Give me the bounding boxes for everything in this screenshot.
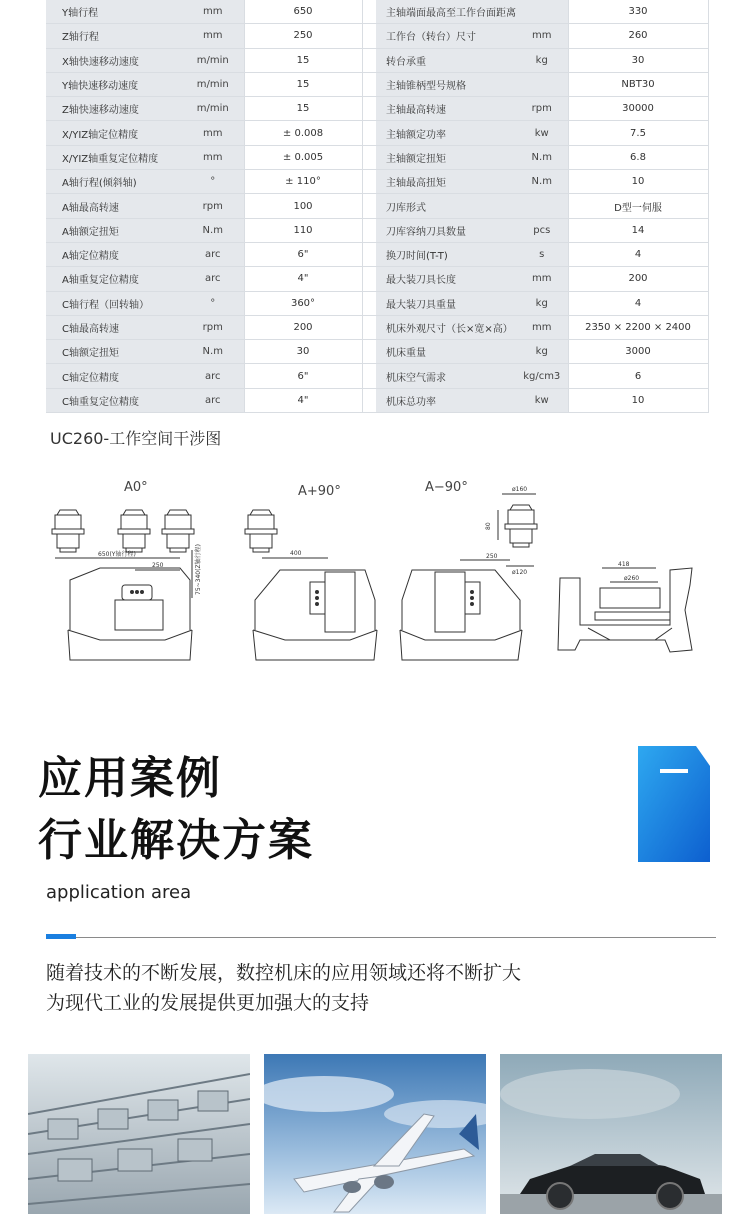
- spec-value: 10: [568, 388, 708, 412]
- document-icon: [638, 746, 710, 862]
- spec-name: A轴最高转速: [46, 194, 182, 218]
- dim-260: ø260: [624, 575, 640, 582]
- spec-row: [46, 145, 708, 169]
- spec-value: ± 0.008: [244, 121, 362, 145]
- spec-name: 工作台（转台）尺寸: [376, 24, 516, 48]
- spec-value: ± 0.005: [244, 145, 362, 169]
- label-a0: A0°: [124, 480, 148, 495]
- spec-value: 7.5: [568, 121, 708, 145]
- spec-unit: N.m: [182, 340, 244, 364]
- spec-name: 主轴锥柄型号规格: [376, 72, 516, 96]
- spec-unit: mm: [516, 315, 568, 339]
- spec-value: 650: [244, 0, 362, 24]
- spec-gap: [362, 364, 376, 388]
- spindle-head-2: [118, 510, 150, 552]
- dim-250-b: 250: [486, 553, 498, 560]
- dim-160: ø160: [512, 486, 528, 493]
- spec-row: [46, 267, 708, 291]
- spec-value: 3000: [568, 340, 708, 364]
- spec-unit: [516, 72, 568, 96]
- spec-row: [46, 315, 708, 339]
- spec-name: A轴定位精度: [46, 242, 182, 266]
- spec-name: 刀库形式: [376, 194, 516, 218]
- spec-value: 15: [244, 97, 362, 121]
- spec-name: C轴定位精度: [46, 364, 182, 388]
- spec-name: 机床外观尺寸（长×宽×高）: [376, 315, 516, 339]
- spindle-head-1: [52, 510, 84, 552]
- spec-name: X/YIZ轴重复定位精度: [46, 145, 182, 169]
- diagram-title: UC260-工作空间干涉图: [50, 429, 222, 448]
- spec-name: Y轴快速移动速度: [46, 72, 182, 96]
- spec-value: D型一伺服: [568, 194, 708, 218]
- spec-value: 250: [244, 24, 362, 48]
- spec-unit: arc: [182, 242, 244, 266]
- spec-gap: [362, 218, 376, 242]
- spec-gap: [362, 121, 376, 145]
- spec-name: 主轴额定扭矩: [376, 145, 516, 169]
- spec-row: [46, 170, 708, 194]
- spec-unit: N.m: [516, 170, 568, 194]
- spec-row: [46, 97, 708, 121]
- spindle-head-3: [162, 510, 194, 552]
- spec-unit: arc: [182, 364, 244, 388]
- spec-gap: [362, 267, 376, 291]
- spec-name: 主轴最高转速: [376, 97, 516, 121]
- spec-unit: mm: [182, 24, 244, 48]
- spec-unit: m/min: [182, 97, 244, 121]
- spec-unit: mm: [182, 121, 244, 145]
- spec-unit: rpm: [182, 194, 244, 218]
- spec-value: 6": [244, 364, 362, 388]
- spec-row: [46, 340, 708, 364]
- spec-unit: [516, 194, 568, 218]
- spec-unit: N.m: [516, 145, 568, 169]
- spec-unit: kw: [516, 388, 568, 412]
- spec-row: [46, 388, 708, 412]
- divider-accent: [46, 934, 76, 939]
- spec-gap: [362, 170, 376, 194]
- spec-name: X轴快速移动速度: [46, 48, 182, 72]
- dim-418: 418: [618, 561, 630, 568]
- spec-name: C轴额定扭矩: [46, 340, 182, 364]
- spec-unit: pcs: [516, 218, 568, 242]
- section-description: [46, 958, 706, 1018]
- spec-value: 200: [568, 267, 708, 291]
- spec-unit: kw: [516, 121, 568, 145]
- spec-gap: [362, 242, 376, 266]
- spec-gap: [362, 24, 376, 48]
- spec-name: 换刀时间(T-T): [376, 242, 516, 266]
- spec-gap: [362, 291, 376, 315]
- section-title-line2: 行业解决方案: [38, 815, 314, 866]
- diagram-drawing: [40, 470, 710, 670]
- spec-value: 30: [568, 48, 708, 72]
- spec-value: 2350 × 2200 × 2400: [568, 315, 708, 339]
- description-line-1: 随着技术的不断发展，数控机床的应用领域还将不断扩大: [46, 962, 522, 984]
- spec-value: NBT30: [568, 72, 708, 96]
- spec-name: C轴重复定位精度: [46, 388, 182, 412]
- spec-name: 最大装刀具重量: [376, 291, 516, 315]
- spec-gap: [362, 0, 376, 24]
- spec-row: [46, 291, 708, 315]
- spec-unit: kg: [516, 340, 568, 364]
- spec-unit: kg: [516, 291, 568, 315]
- spec-gap: [362, 388, 376, 412]
- spec-value: 110: [244, 218, 362, 242]
- spec-table: [46, 0, 709, 413]
- spec-row: [46, 72, 708, 96]
- spindle-head-5: [505, 505, 537, 547]
- spec-unit: kg: [516, 48, 568, 72]
- section-subtitle: application area: [46, 882, 192, 903]
- spec-unit: arc: [182, 267, 244, 291]
- spec-unit: °: [182, 291, 244, 315]
- spec-value: 30: [244, 340, 362, 364]
- spec-value: 14: [568, 218, 708, 242]
- section-title-line1: 应用案例: [38, 753, 222, 804]
- spec-value: 4": [244, 388, 362, 412]
- spec-unit: rpm: [182, 315, 244, 339]
- spec-value: 15: [244, 48, 362, 72]
- spec-value: 360°: [244, 291, 362, 315]
- spec-name: 主轴端面最高至工作台面距离: [376, 0, 516, 24]
- spec-name: A轴重复定位精度: [46, 267, 182, 291]
- spec-table-body: [46, 0, 708, 413]
- spec-value: 30000: [568, 97, 708, 121]
- dim-650: 650(Y轴行程): [98, 551, 136, 558]
- spec-name: A轴行程(倾斜轴): [46, 170, 182, 194]
- spec-value: 15: [244, 72, 362, 96]
- spec-value: 10: [568, 170, 708, 194]
- spindle-head-4: [245, 510, 277, 552]
- dim-250-a: 250: [152, 562, 164, 569]
- spec-unit: arc: [182, 388, 244, 412]
- spec-unit: mm: [516, 267, 568, 291]
- spec-unit: rpm: [516, 97, 568, 121]
- spec-unit: s: [516, 242, 568, 266]
- spec-unit: °: [182, 170, 244, 194]
- spec-value: 4": [244, 267, 362, 291]
- spec-value: ± 110°: [244, 170, 362, 194]
- divider-line: [46, 937, 716, 938]
- dim-80: 80: [485, 522, 492, 530]
- spec-unit: [516, 0, 568, 24]
- spec-gap: [362, 97, 376, 121]
- spec-name: Y轴行程: [46, 0, 182, 24]
- spec-value: 330: [568, 0, 708, 24]
- spec-name: A轴额定扭矩: [46, 218, 182, 242]
- dim-120: ø120: [512, 569, 528, 576]
- dim-75-340: 75~340(Z轴行程): [195, 544, 202, 595]
- spec-value: 6.8: [568, 145, 708, 169]
- spec-name: X/YIZ轴定位精度: [46, 121, 182, 145]
- spec-value: 260: [568, 24, 708, 48]
- label-a-minus-90: A−90°: [425, 480, 468, 495]
- spec-unit: mm: [516, 24, 568, 48]
- spec-row: [46, 48, 708, 72]
- spec-unit: N.m: [182, 218, 244, 242]
- dim-400: 400: [290, 550, 302, 557]
- spec-gap: [362, 194, 376, 218]
- spec-name: 机床总功率: [376, 388, 516, 412]
- spec-name: 转台承重: [376, 48, 516, 72]
- spec-value: 4: [568, 291, 708, 315]
- spec-row: [46, 0, 708, 24]
- spec-value: 4: [568, 242, 708, 266]
- spec-gap: [362, 145, 376, 169]
- spec-unit: mm: [182, 145, 244, 169]
- spec-row: [46, 364, 708, 388]
- spec-row: [46, 218, 708, 242]
- spec-name: 主轴最高扭矩: [376, 170, 516, 194]
- spec-unit: m/min: [182, 48, 244, 72]
- spec-row: [46, 121, 708, 145]
- spec-value: 100: [244, 194, 362, 218]
- spec-gap: [362, 340, 376, 364]
- spec-name: Z轴行程: [46, 24, 182, 48]
- spec-value: 200: [244, 315, 362, 339]
- car-photo: [500, 1054, 722, 1214]
- spec-unit: mm: [182, 0, 244, 24]
- airplane-photo: [264, 1054, 486, 1214]
- spec-row: [46, 242, 708, 266]
- spec-name: 刀库容纳刀具数量: [376, 218, 516, 242]
- spec-value: 6: [568, 364, 708, 388]
- spec-value: 6": [244, 242, 362, 266]
- factory-photo: [28, 1054, 250, 1214]
- workspace-interference-diagram: [40, 470, 710, 670]
- spec-row: [46, 194, 708, 218]
- spec-name: 机床空气需求: [376, 364, 516, 388]
- spec-gap: [362, 48, 376, 72]
- label-a-plus-90: A+90°: [298, 484, 341, 499]
- description-line-2: 为现代工业的发展提供更加强大的支持: [46, 992, 370, 1014]
- spec-name: 机床重量: [376, 340, 516, 364]
- spec-name: C轴行程（回转轴）: [46, 291, 182, 315]
- spec-gap: [362, 315, 376, 339]
- spec-row: [46, 24, 708, 48]
- spec-gap: [362, 72, 376, 96]
- spec-name: 最大装刀具长度: [376, 267, 516, 291]
- spec-name: Z轴快速移动速度: [46, 97, 182, 121]
- spec-name: 主轴额定功率: [376, 121, 516, 145]
- spec-name: C轴最高转速: [46, 315, 182, 339]
- spec-unit: kg/cm3: [516, 364, 568, 388]
- spec-unit: m/min: [182, 72, 244, 96]
